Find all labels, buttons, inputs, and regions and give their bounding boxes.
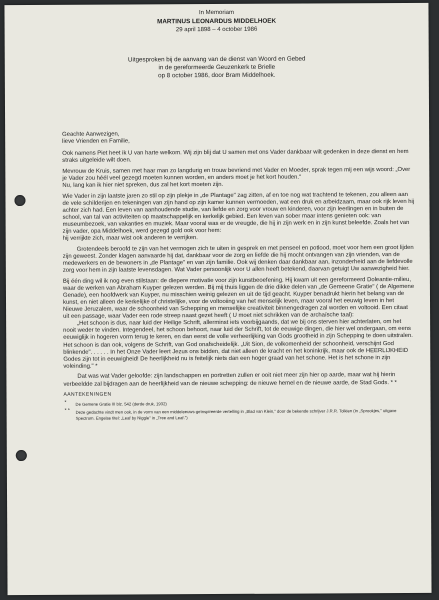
paragraph: Ook namens Piet heet ik U van harte welkom. Wij zijn blij dat U samen met ons Vader dankbaar wilt gedenken in deze dienst en hem straks uitgeleide wilt doen. [62,149,409,165]
memoriam-label: In Memoriam [198,9,235,17]
speech-body [62,130,416,424]
deceased-name: MARTINUS LEONARDUS MIDDELHOEK [157,17,277,25]
paragraph: Nu, lang kan ik hier niet spreken, dus zal het kort moeten zijn. [62,182,224,189]
salutation-line: lieve Vrienden en Familie, [62,138,130,145]
occasion-subtitle [5,55,429,82]
salutation [62,130,414,146]
paragraph: Wie Vader in zijn laatste jaren zo stil op zijn plekje in „de Plantage" zag zitten, af en toe nog wat trachtend te tekenen, zou alleen aan de vele schilderijen en tekeningen van zijn hand op zijn kamer kunnen vermoeden, wat een druk en arbeidzaam, maar ook rijk leven hij achter zich had. Een leven van aanhoudende studie, van liefde en zorg voor vrouw en kinderen, voor zijn leerlingen en in buiten de school, van tal van activiteiten op maatschappelijk en kerkelijk gebied. Een leven van sober maar intens genieten ook: van museumbezoek, van vakanties en muziek. Maar vooral was er de vreugde, die hij in zijn werk en in zijn kunst beleefde. Zoals het van zijn vader, opa Middelhoek, werd gezegd gold ook voor hem: [62,191,415,235]
paragraph: Dat was wat Vader geloofde: zijn landschappen en portretten zullen er ooit niet meer zijn hier op aarde, maar wat hij hierin verbeeldde zal bijdragen aan de heerlijkheid van de nieuwe schepping: de nieuwe hemel en de nieuwe aarde, de Stad Gods. * * [63,372,397,388]
life-dates: 29 april 1898 – 4 october 1986 [175,26,258,34]
paragraph: Mevrouw de Kruis, samen met haar man zo langdurig en trouw bevriend met Vader en Moeder, sprak tegen mij een wijs woord: „Over je Vader zou héél veel gezegd moeten kunnen worden, en anders moet je het kort houden." [62,166,411,182]
footnote-mark: * [64,399,67,406]
subtitle-line: in de gereformeerde Geuzenkerk te Brielle [158,63,276,72]
subtitle-line: Uitgesproken bij de aanvang van de dienst van Woord en Gebed [128,55,306,64]
paragraph: Grotendeels beroofd te zijn van het vermogen zich te uiten in gesprek en met penseel en potlood, moet voor hem een groot lijden zijn geweest. Zonder klagen aanvaarde hij dat, dankbaar voor de zorg en liefde die hij mocht ontvangen van zijn vrienden, van de medewerkers en de bewoners in „de Plantage" en van zijn familie. Ook wij denken daar dankbaar aan, inzonderheid aan de liefdevolle zorg voor hem in zijn laatste levensdagen. Wat Vader persoonlijk voor U allen heeft betekend, daarvan getuigt Uw aanwezigheid hier. [62,244,414,274]
memorial-document-page [4,3,431,595]
paragraph: Bij één ding wil ik nog even stilstaan: de diepere motivatie voor zijn kunstbeoefening. Hij kwam uit een gereformeerd Doleantie-milieu, waar de werken van Abraham Kuyper gelezen werden. Bij mij thuis liggen de drie dikke delen van „de Gemeene Gratie" ( de Algemene Genade), een hoofdwerk van Kuyper, nu misschien weinig gelezen en uit de tijd geacht. Kuyper benadrukt hierin het belang van de kunst, en niet alleen de kerkelijke of christelijke, voor de voltooiing van het menselijk leven, maar vooral het eeuwig leven in het Nieuwe Jeruzalem, waar de schoonheid van Schepping en menselijke creativiteit binnengedragen zal worden en voltooid. Een citaat uit een passage, waar Vader een rode streep naast gezet heeft ( U moet niet schrikken van de archaïsche taal): [62,276,415,320]
quote-paragraph: Het schoon is dan ook, volgens de Schrift, van God onafscheidelijk. „Uit Sion, de volkomenheid der schoonheid, verschijnt God blinkende". . . . . . In het Onze Vader leert Jezus ons bidden, dat niet alleen de kracht en het koninkrijk, maar ook de HEERLIJKHEID Godes zijn tot in eeuwigheid! De heerlijkheid nu is feitelijk niets dan een hoger graad van het schone. Het is het schone in zijn voleinding." * [63,340,409,370]
salutation-line: Geachte Aanwezigen, [62,131,120,138]
paragraph: hij verrijkte zich, maar wist ook anderen te verrijken. [62,235,198,243]
punch-hole [14,195,25,206]
subtitle-line: op 8 october 1986, door Bram Middelhoek. [158,72,276,80]
footnote-mark: * * [64,408,70,415]
footnote-text: De Gemene Gratie III blz. 542 (derde druk, 1932) [75,401,167,407]
footnote [64,400,416,407]
footnote [64,408,416,420]
footnote-text: Deze gedachte vindt men ook, in de vorm van een middeleeuws-geïnspireerde vertelling in „Blad van Klein," door de bekende schrijver J.R.R. Tolkien (in „Sprookjes," uitgave Spectrum. Engelse titel: „Leaf by Niggle" in „Tree and Leaf.") [75,408,397,421]
notes-heading: AANTEKENINGEN [63,391,112,398]
quote-paragraph: „Het schoon is dus, naar luid der Heilige Schrift, allerminst iets voorbijgaands, dat we bij ons sterven hier achterlaten, om het nooit weder te vinden. Integendeel, het schoon behoort, naar luid der Schrift, tot de eeuwige dingen, die hier wel ondergaan, om eens eeuwiglijk in hogeren vorm terug te keren, en dan eerst de volle verheerlijking van Gods grootheid in zijn Schepping te doen uitstralen. [63,319,413,342]
punch-hole [16,450,27,461]
memoriam-header [4,8,428,36]
